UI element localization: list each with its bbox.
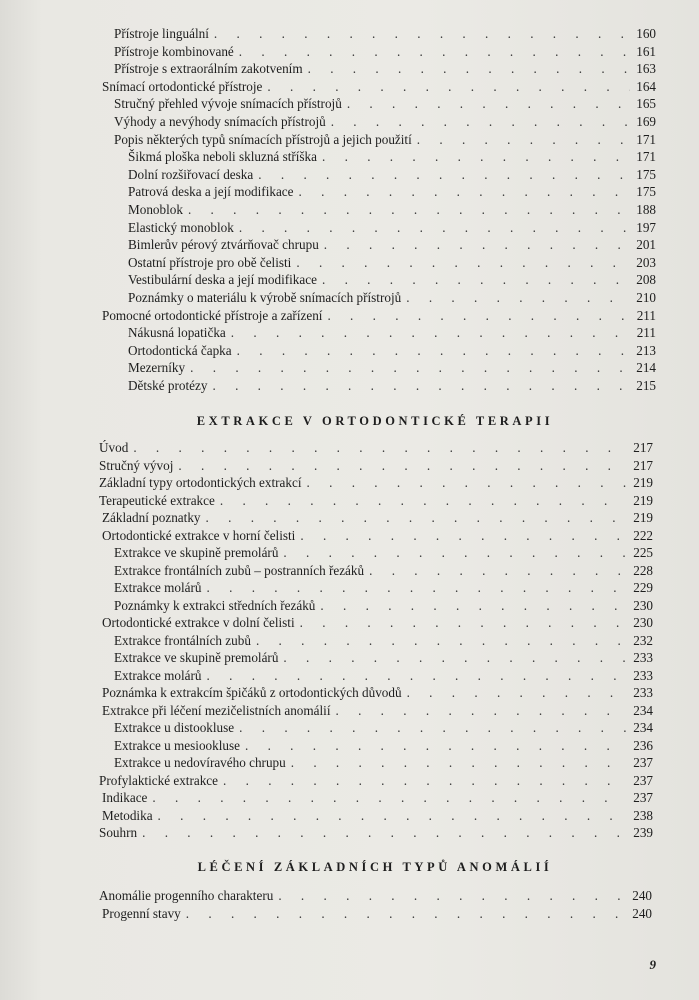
dot-leader	[158, 807, 627, 825]
toc-entry-page: 211	[636, 307, 656, 323]
page-number: 9	[649, 957, 656, 972]
dot-leader	[283, 544, 627, 562]
dot-leader	[331, 113, 630, 131]
toc-entry-title: Extrakce při léčení mezičelistních anomálií	[102, 702, 331, 718]
dot-leader	[142, 824, 627, 842]
toc-entry-title: Indikace	[102, 790, 148, 805]
dot-leader	[239, 219, 630, 237]
toc-entry	[114, 25, 656, 43]
dot-leader	[133, 439, 627, 457]
dot-leader	[256, 632, 627, 650]
toc-entry-page: 201	[636, 237, 656, 253]
toc-entry-page: 228	[633, 562, 653, 578]
toc-entry	[114, 43, 656, 61]
toc-entry-page: 222	[633, 527, 653, 543]
toc-entry-page: 219	[633, 475, 653, 490]
toc-entry-title: Pomocné ortodontické přístroje a zařízení	[102, 307, 323, 323]
dot-leader	[212, 377, 630, 395]
toc-entry-title: Extrakce ve skupině premolárů	[114, 545, 279, 560]
toc-entry-title: Extrakce ve skupině premolárů	[114, 650, 279, 665]
toc-entry-title: Dolní rozšiřovací deska	[128, 166, 254, 182]
dot-leader	[407, 684, 627, 702]
dot-leader	[258, 166, 630, 184]
toc-entry	[128, 148, 656, 166]
toc-entry-title: Extrakce molárů	[114, 580, 202, 595]
toc-entry-page: 238	[633, 807, 653, 823]
toc-entry-page: 171	[636, 131, 656, 147]
dot-leader	[220, 492, 627, 510]
dot-leader	[152, 789, 627, 807]
toc-entry-title: Patrová deska a její modifikace	[128, 184, 294, 200]
toc-entry-title: Ostatní přístroje pro obě čelisti	[128, 254, 292, 270]
toc-entry	[102, 307, 656, 325]
toc-entry-page: 188	[636, 202, 656, 217]
toc-entry-title: Ortodontická čapka	[128, 342, 232, 358]
toc-entry	[114, 562, 653, 580]
toc-entry	[102, 78, 656, 96]
toc-entry-page: 210	[636, 290, 656, 305]
dot-leader	[206, 509, 627, 527]
toc-entry-title: Bimlerův pérový ztvárňovač chrupu	[128, 237, 319, 253]
toc-entry-page: 234	[633, 720, 653, 735]
toc-entry-page: 219	[633, 492, 653, 508]
toc-entry-title: Ortodontické extrakce v horní čelisti	[102, 527, 296, 543]
toc-entry-page: 225	[633, 545, 653, 560]
toc-entry-page: 237	[633, 755, 653, 770]
toc-entry	[99, 772, 653, 790]
toc-entry-title: Poznámky k extrakci středních řezáků	[114, 597, 316, 613]
dot-leader	[307, 474, 627, 492]
toc-entry-title: Monoblok	[128, 202, 183, 217]
toc-entry	[128, 271, 656, 289]
toc-entry-title: Vestibulární deska a její modifikace	[128, 272, 317, 288]
toc-entry	[102, 702, 653, 720]
toc-entry-page: 161	[636, 43, 656, 59]
dot-leader	[188, 201, 630, 219]
dot-leader	[299, 183, 630, 201]
toc-entry	[102, 527, 653, 545]
toc-entry	[128, 166, 656, 184]
toc-entry	[102, 905, 652, 923]
toc-entry-page: 233	[633, 685, 653, 700]
toc-entry	[114, 719, 653, 737]
toc-entry	[128, 324, 656, 342]
toc-entry-title: Základní typy ortodontických extrakcí	[99, 475, 302, 490]
toc-entry	[102, 509, 653, 527]
dot-leader	[335, 702, 627, 720]
toc-entry-title: Extrakce frontálních zubů – postranních řezáků	[114, 562, 365, 578]
toc-entry-page: 240	[632, 906, 652, 921]
toc-entry-title: Extrakce u nedovíravého chrupu	[114, 755, 286, 770]
toc-entry	[128, 289, 656, 307]
toc-entry-page: 230	[633, 597, 653, 613]
toc-entry-title: Snímací ortodontické přístroje	[102, 78, 263, 94]
dot-leader	[239, 719, 627, 737]
toc-entry-page: 171	[636, 149, 656, 165]
toc-entry	[128, 201, 656, 219]
dot-leader	[245, 737, 627, 755]
toc-entry-title: Extrakce molárů	[114, 667, 202, 683]
toc-entry-title: Terapeutické extrakce	[99, 492, 215, 508]
dot-leader	[239, 43, 630, 61]
toc-entry-title: Profylaktické extrakce	[99, 772, 218, 788]
toc-entry	[128, 236, 656, 254]
toc-entry-title: Poznámka k extrakcím špičáků z ortodontických důvodů	[102, 685, 402, 700]
toc-entry-page: 163	[636, 61, 656, 77]
toc-entry-page: 233	[633, 667, 653, 683]
dot-leader	[296, 254, 630, 272]
toc-entry-title: Metodika	[102, 807, 153, 823]
toc-entry	[114, 544, 653, 562]
toc-entry-title: Elastický monoblok	[128, 219, 234, 235]
toc-entry-page: 230	[633, 615, 653, 630]
toc-entry	[102, 807, 653, 825]
toc-entry-title: Souhrn	[99, 825, 138, 840]
toc-entry	[114, 131, 656, 149]
dot-leader	[327, 307, 630, 325]
toc-entry-title: Stručný přehled vývoje snímacích přístrojů	[114, 96, 342, 112]
toc-entry-title: Stručný vývoj	[99, 457, 174, 473]
toc-entry-page: 229	[633, 580, 653, 595]
toc-entry-title: Šikmá ploška neboli skluzná stříška	[128, 149, 317, 165]
toc-entry-page: 208	[636, 272, 656, 288]
toc-entry	[114, 113, 656, 131]
dot-leader	[322, 271, 630, 289]
dot-leader	[308, 60, 630, 78]
toc-entry-page: 234	[633, 702, 653, 718]
toc-entry	[114, 754, 653, 772]
dot-leader	[322, 148, 630, 166]
toc-entry	[99, 887, 652, 905]
dot-leader	[237, 342, 630, 360]
toc-entry-page: 217	[633, 457, 653, 473]
toc-entry	[114, 579, 653, 597]
toc-entry-title: Poznámky o materiálu k výrobě snímacích přístrojů	[128, 290, 402, 305]
toc-entry	[99, 474, 653, 492]
toc-entry-title: Dětské protézy	[128, 378, 208, 393]
dot-leader	[190, 359, 630, 377]
toc-entry-page: 197	[636, 219, 656, 235]
toc-entry-page: 214	[636, 360, 656, 376]
toc-entry-page: 175	[636, 184, 656, 200]
toc-entry-title: Nákusná lopatička	[128, 325, 226, 341]
dot-leader	[267, 78, 630, 96]
toc-entry-page: 213	[636, 342, 656, 358]
toc-entry-page: 211	[636, 325, 656, 341]
toc-entry	[128, 342, 656, 360]
toc-entry	[128, 219, 656, 237]
dot-leader	[178, 457, 627, 475]
dot-leader	[369, 562, 627, 580]
dot-leader	[207, 579, 627, 597]
dot-leader	[283, 649, 627, 667]
toc-entry-page: 203	[636, 254, 656, 270]
toc-entry	[128, 183, 656, 201]
dot-leader	[320, 597, 627, 615]
toc-entry-page: 236	[633, 737, 653, 753]
toc-entry-page: 217	[633, 440, 653, 455]
toc-entry	[114, 649, 653, 667]
dot-leader	[417, 131, 630, 149]
toc-entry	[99, 824, 653, 842]
toc-entry-title: Extrakce u mesiookluse	[114, 737, 240, 753]
dot-leader	[214, 25, 630, 43]
toc-entry	[114, 667, 653, 685]
toc-entry-title: Úvod	[99, 440, 129, 455]
dot-leader	[300, 527, 627, 545]
toc-entry-title: Přístroje linguální	[114, 26, 209, 41]
toc-entry-page: 239	[633, 825, 653, 840]
toc-entry-page: 240	[632, 888, 652, 903]
toc-entry-title: Ortodontické extrakce v dolní čelisti	[102, 615, 295, 630]
toc-entry-title: Anomálie progenního charakteru	[99, 888, 274, 903]
toc-entry	[114, 597, 653, 615]
toc-entry-page: 215	[636, 378, 656, 393]
toc-entry-page: 165	[636, 96, 656, 112]
dot-leader	[207, 667, 627, 685]
dot-leader	[324, 236, 630, 254]
toc-entry-title: Mezerníky	[128, 360, 186, 376]
toc-entry-page: 175	[636, 166, 656, 182]
toc-entry-title: Přístroje kombinované	[114, 43, 234, 59]
dot-leader	[300, 614, 627, 632]
toc-entry-title: Výhody a nevýhody snímacích přístrojů	[114, 114, 326, 129]
dot-leader	[223, 772, 627, 790]
dot-leader	[347, 95, 630, 113]
toc-entry	[128, 359, 656, 377]
toc-entry-page: 232	[633, 632, 653, 648]
toc-entry-page: 237	[633, 790, 653, 805]
toc-entry-page: 160	[636, 26, 656, 41]
toc-entry-page: 237	[633, 772, 653, 788]
toc-entry-title: Přístroje s extraorálním zakotvením	[114, 61, 303, 77]
section-heading: EXTRAKCE V ORTODONTICKÉ TERAPII	[196, 414, 554, 428]
toc-entry	[114, 737, 653, 755]
toc-entry	[102, 614, 653, 632]
dot-leader	[231, 324, 630, 342]
dot-leader	[406, 289, 630, 307]
toc-entry-title: Popis některých typů snímacích přístrojů a jejich použití	[114, 131, 412, 147]
toc-entry	[114, 95, 656, 113]
dot-leader	[291, 754, 627, 772]
toc-entry-page: 233	[633, 650, 653, 665]
toc-entry	[128, 254, 656, 272]
toc-entry-page: 219	[633, 510, 653, 525]
toc-entry	[102, 789, 653, 807]
toc-entry-page: 169	[636, 114, 656, 129]
toc-entry-title: Základní poznatky	[102, 510, 201, 525]
toc-entry-title: Progenní stavy	[102, 906, 181, 921]
dot-leader	[278, 887, 626, 905]
toc-entry	[102, 684, 653, 702]
toc-entry-title: Extrakce u distookluse	[114, 720, 235, 735]
dot-leader	[186, 905, 626, 923]
toc-entry	[99, 457, 653, 475]
toc-entry	[99, 492, 653, 510]
toc-entry	[114, 632, 653, 650]
toc-entry	[99, 439, 653, 457]
toc-entry	[114, 60, 656, 78]
toc-entry-title: Extrakce frontálních zubů	[114, 632, 251, 648]
toc-entry	[128, 377, 656, 395]
toc-entry-page: 164	[636, 78, 656, 94]
section-heading: LÉČENÍ ZÁKLADNÍCH TYPŮ ANOMÁLIÍ	[197, 860, 553, 874]
